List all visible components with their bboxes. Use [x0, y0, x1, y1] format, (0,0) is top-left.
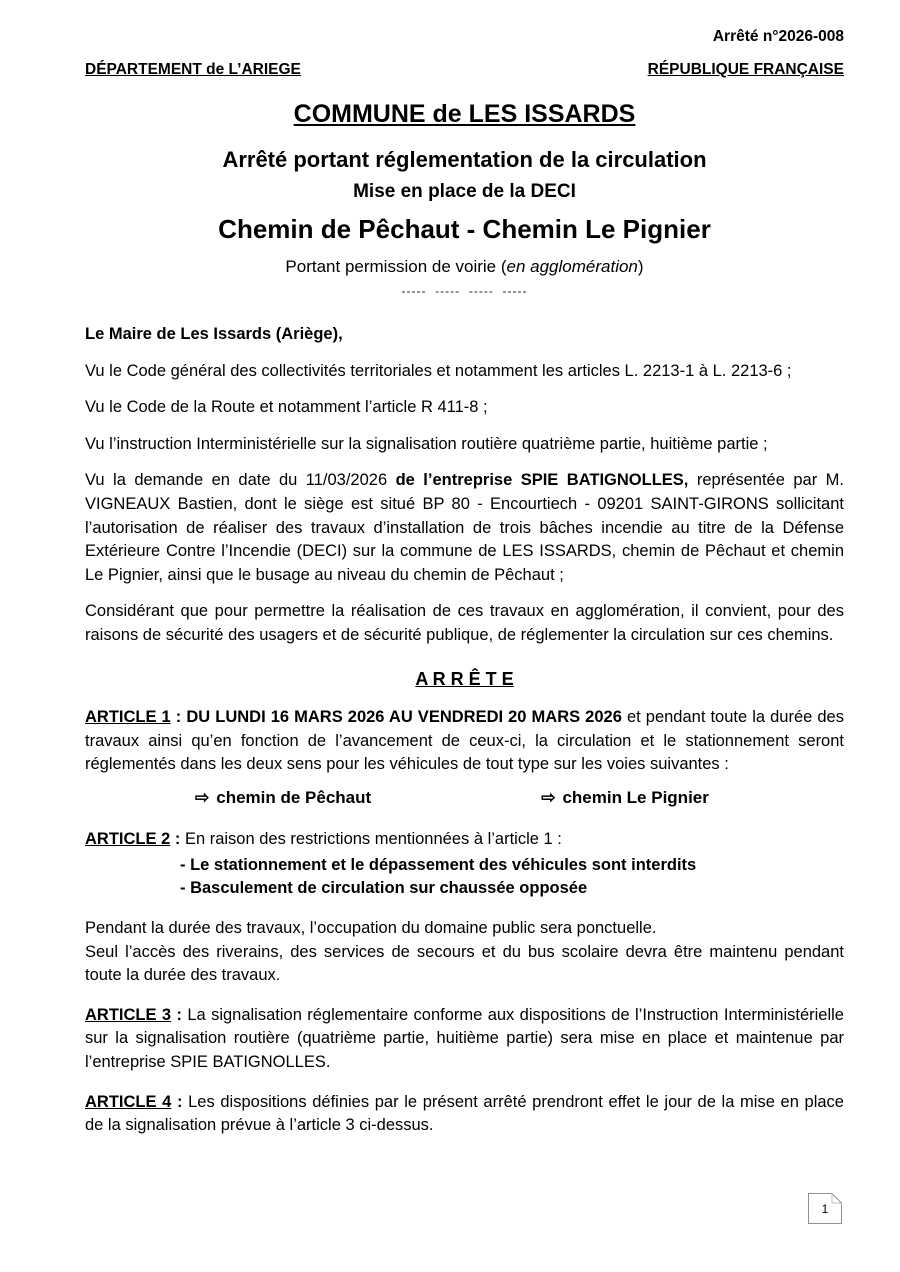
- document-header: [85, 61, 844, 80]
- duration-paragraph: [85, 917, 844, 988]
- doc-title-line3: Chemin de Pêchaut - Chemin Le Pignier: [218, 214, 711, 245]
- department-heading: DÉPARTEMENT de L’ARIEGE: [85, 60, 301, 78]
- vu4-entreprise-bold: de l’entreprise SPIE BATIGNOLLES,: [395, 471, 689, 490]
- article-3-paragraph: [85, 1004, 844, 1075]
- arrete-heading: [85, 667, 844, 693]
- article-3-colon: :: [171, 1005, 188, 1024]
- article-2-colon: :: [170, 830, 185, 849]
- commune-title: COMMUNE de LES ISSARDS: [293, 100, 636, 129]
- considerant-paragraph: Considérant que pour permettre la réalisation de ces travaux en agglomération, il convient, pour des raisons de sécurité des usagers et de sécurité publique, de réglementer la circulation sur ces chemins.: [85, 602, 844, 644]
- vu-paragraph-4: [85, 469, 844, 587]
- article-1-label: ARTICLE 1: [85, 708, 171, 727]
- road-name-pechaut: chemin de Pêchaut: [216, 788, 372, 807]
- maire-line: Le Maire de Les Issards (Ariège),: [85, 324, 343, 343]
- doc-title-line1: Arrêté portant réglementation de la circulation: [222, 147, 707, 173]
- article-4-label: ARTICLE 4: [85, 1092, 172, 1111]
- article-4-paragraph: [85, 1091, 844, 1138]
- vu-paragraph-1: Vu le Code général des collectivités territoriales et notamment les articles L. 2213-1 à L. 2213-6 ;: [85, 361, 792, 380]
- republic-heading: RÉPUBLIQUE FRANÇAISE: [647, 60, 844, 78]
- vu-paragraph-2: Vu le Code de la Route et notamment l’article R 411-8 ;: [85, 398, 488, 417]
- road-name-pignier: chemin Le Pignier: [562, 788, 709, 807]
- roads-line: [85, 786, 844, 810]
- arrete-heading-text: A R R Ê T E: [415, 669, 514, 690]
- agglomeration-text: en agglomération: [506, 256, 638, 276]
- article-4-text: Les dispositions définies par le présent arrêté prendront effet le jour de la mise en place de la signalisation prévue à l’article 3 ci-dessus.: [85, 1092, 844, 1135]
- duration-line-2: Seul l’accès des riverains, des services de secours et du bus scolaire devra être maintenu pendant toute la durée des travaux.: [85, 942, 844, 985]
- arrete-number: Arrêté n°2026-008: [712, 28, 844, 45]
- right-arrow-icon: ⇨: [195, 788, 210, 807]
- article-1-paragraph: [85, 706, 844, 777]
- article-2-paragraph: [85, 828, 844, 852]
- page-number-frame: [808, 1193, 842, 1224]
- road-item-pignier: [541, 786, 709, 810]
- restriction-item-1: - Le stationnement et le dépassement des véhicules sont interdits: [180, 855, 697, 874]
- vu-paragraph-3: Vu l’instruction Interministérielle sur la signalisation routière quatrième partie, huitième partie ;: [85, 434, 768, 453]
- article-2-label: ARTICLE 2: [85, 830, 171, 849]
- article-1-colon: :: [170, 708, 187, 727]
- separator-dashes: ----- ----- ----- -----: [401, 283, 528, 298]
- article-2-text: En raison des restrictions mentionnées à l’article 1 :: [184, 830, 562, 849]
- right-arrow-icon: ⇨: [541, 788, 556, 807]
- restriction-list: [180, 854, 844, 901]
- road-item-pechaut: [195, 786, 371, 810]
- article-3-text: La signalisation réglementaire conforme aux dispositions de l’Instruction Interministérielle sur la signalisation routière (quatrième partie, huitième partie) sera mise en place et maintenue par l’entreprise SPIE BATIGNOLLES.: [85, 1005, 844, 1072]
- voirie-text: Portant permission de voirie (: [285, 256, 507, 276]
- voirie-text-close: ): [637, 256, 644, 276]
- article-1-dates-bold: DU LUNDI 16 MARS 2026 AU VENDREDI 20 MARS 2026: [186, 708, 622, 727]
- doc-title-line4: [85, 257, 844, 277]
- document-body: [85, 323, 844, 1138]
- duration-line-1: Pendant la durée des travaux, l’occupation du domaine public sera ponctuelle.: [85, 919, 657, 938]
- restriction-item-2: - Basculement de circulation sur chaussée opposée: [180, 879, 588, 898]
- vu4-text-start: Vu la demande en date du 11/03/2026: [85, 471, 396, 490]
- article-4-colon: :: [171, 1092, 189, 1111]
- doc-title-line2: Mise en place de la DECI: [353, 180, 576, 202]
- vu4-text-end: représentée par M. VIGNEAUX Bastien, dont le siège est situé BP 80 - Encourtiech - 09201 SAINT-GIRONS sollicitant l’autorisation de réaliser des travaux d’installation de trois bâches incendie au titre de la Défense Extérieure Contre l’Incendie (DECI) sur la commune de LES ISSARDS, chemin de Pêchaut et chemin Le Pignier, ainsi que le busage au niveau du chemin de Pêchaut ;: [85, 471, 844, 584]
- article-1-text: et pendant toute la durée des travaux ainsi qu’en fonction de l’avancement de ceux-ci, la circulation et le stationnement seront réglementés dans les deux sens pour les véhicules de tout type sur les voies suivantes :: [85, 708, 844, 774]
- article-3-label: ARTICLE 3: [85, 1005, 172, 1024]
- page-number: 1: [821, 1201, 829, 1216]
